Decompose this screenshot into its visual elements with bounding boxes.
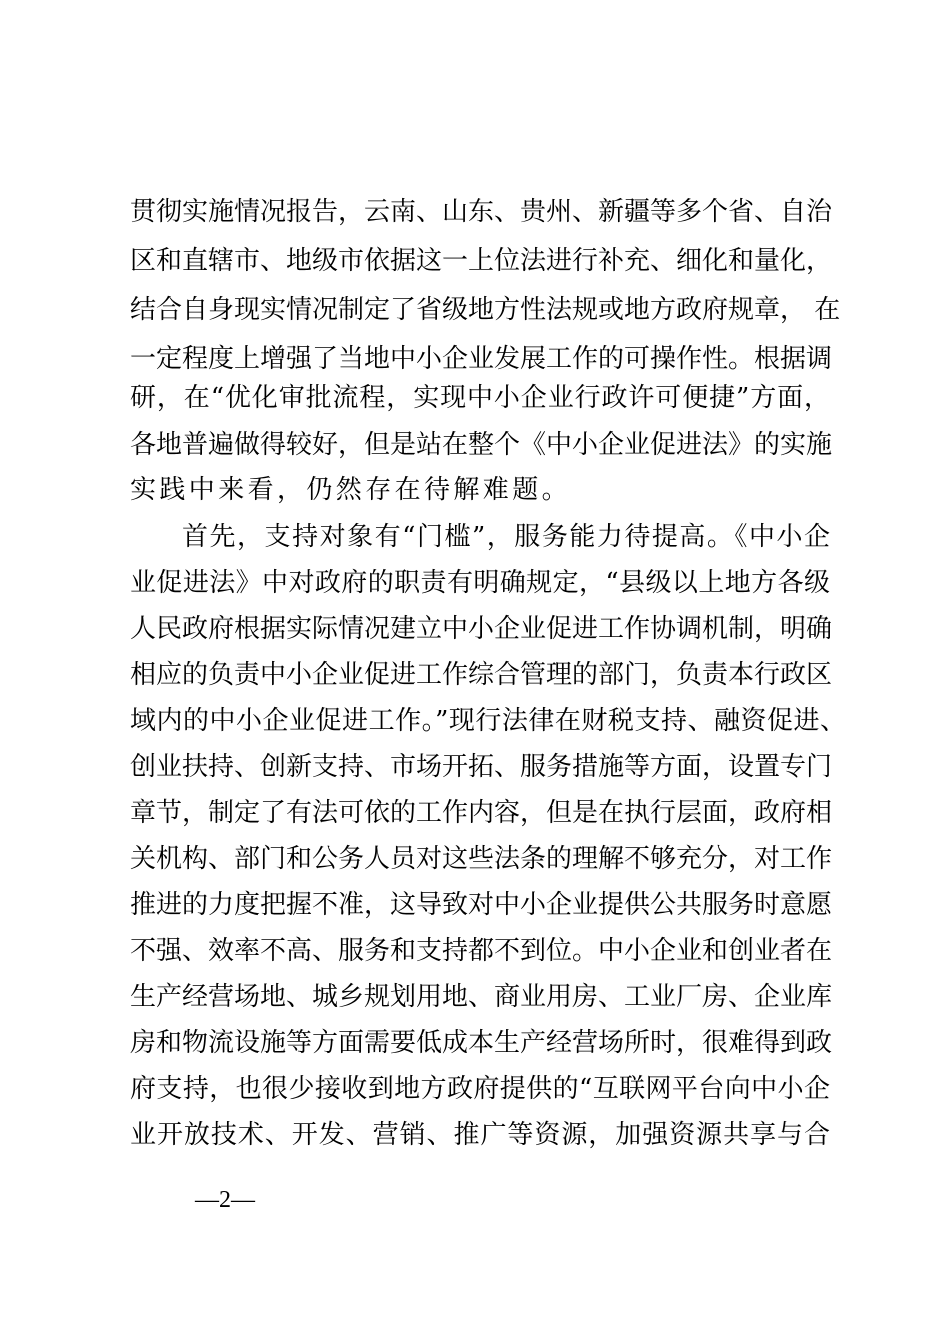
text-line: 不强、效率不高、服务和支持都不到位。中小企业和创业者在 — [130, 936, 833, 966]
text-line: 一定程度上增强了当地中小企业发展工作的可操作性。根据调 — [130, 344, 833, 374]
text-line: 相应的负责中小企业促进工作综合管理的部门，负责本行政区 — [130, 660, 833, 690]
text-line: 首先，支持对象有“门槛”，服务能力待提高。《中小企 — [182, 522, 830, 552]
text-line: 人民政府根据实际情况建立中小企业促进工作协调机制，明确 — [130, 614, 833, 644]
text-line: 业促进法》中对政府的职责有明确规定，“县级以上地方各级 — [130, 568, 830, 598]
page-number: —2— — [195, 1187, 255, 1213]
text-line: 域内的中小企业促进工作。”现行法律在财税支持、融资促进、 — [130, 706, 846, 736]
text-line: 关机构、部门和公务人员对这些法条的理解不够充分，对工作 — [130, 844, 833, 874]
text-line: 房和物流设施等方面需要低成本生产经营场所时，很难得到政 — [130, 1028, 833, 1058]
text-line: 推进的力度把握不准，这导致对中小企业提供公共服务时意愿 — [130, 890, 833, 920]
text-line: 区和直辖市、地级市依据这一上位法进行补充、细化和量化， — [130, 246, 833, 276]
text-line: 创业扶持、创新支持、市场开拓、服务措施等方面，设置专门 — [130, 752, 833, 782]
text-line: 生产经营场地、城乡规划用地、商业用房、工业厂房、企业库 — [130, 982, 833, 1012]
text-line: 各地普遍做得较好，但是站在整个《中小企业促进法》的实施 — [130, 430, 833, 460]
text-line: 府支持，也很少接收到地方政府提供的“互联网平台向中小企 — [130, 1074, 830, 1104]
text-line: 章节，制定了有法可依的工作内容，但是在执行层面，政府相 — [130, 798, 833, 828]
text-line: 结合自身现实情况制定了省级地方性法规或地方政府规章， 在 — [130, 295, 841, 325]
text-line: 业开放技术、开发、营销、推广等资源，加强资源共享与合 — [130, 1120, 830, 1150]
text-line: 贯彻实施情况报告，云南、山东、贵州、新疆等多个省、自治 — [130, 197, 833, 227]
text-line: 研，在“优化审批流程，实现中小企业行政许可便捷”方面， — [130, 383, 830, 413]
text-line: 实践中来看，仍然存在待解难题。 — [130, 475, 572, 505]
